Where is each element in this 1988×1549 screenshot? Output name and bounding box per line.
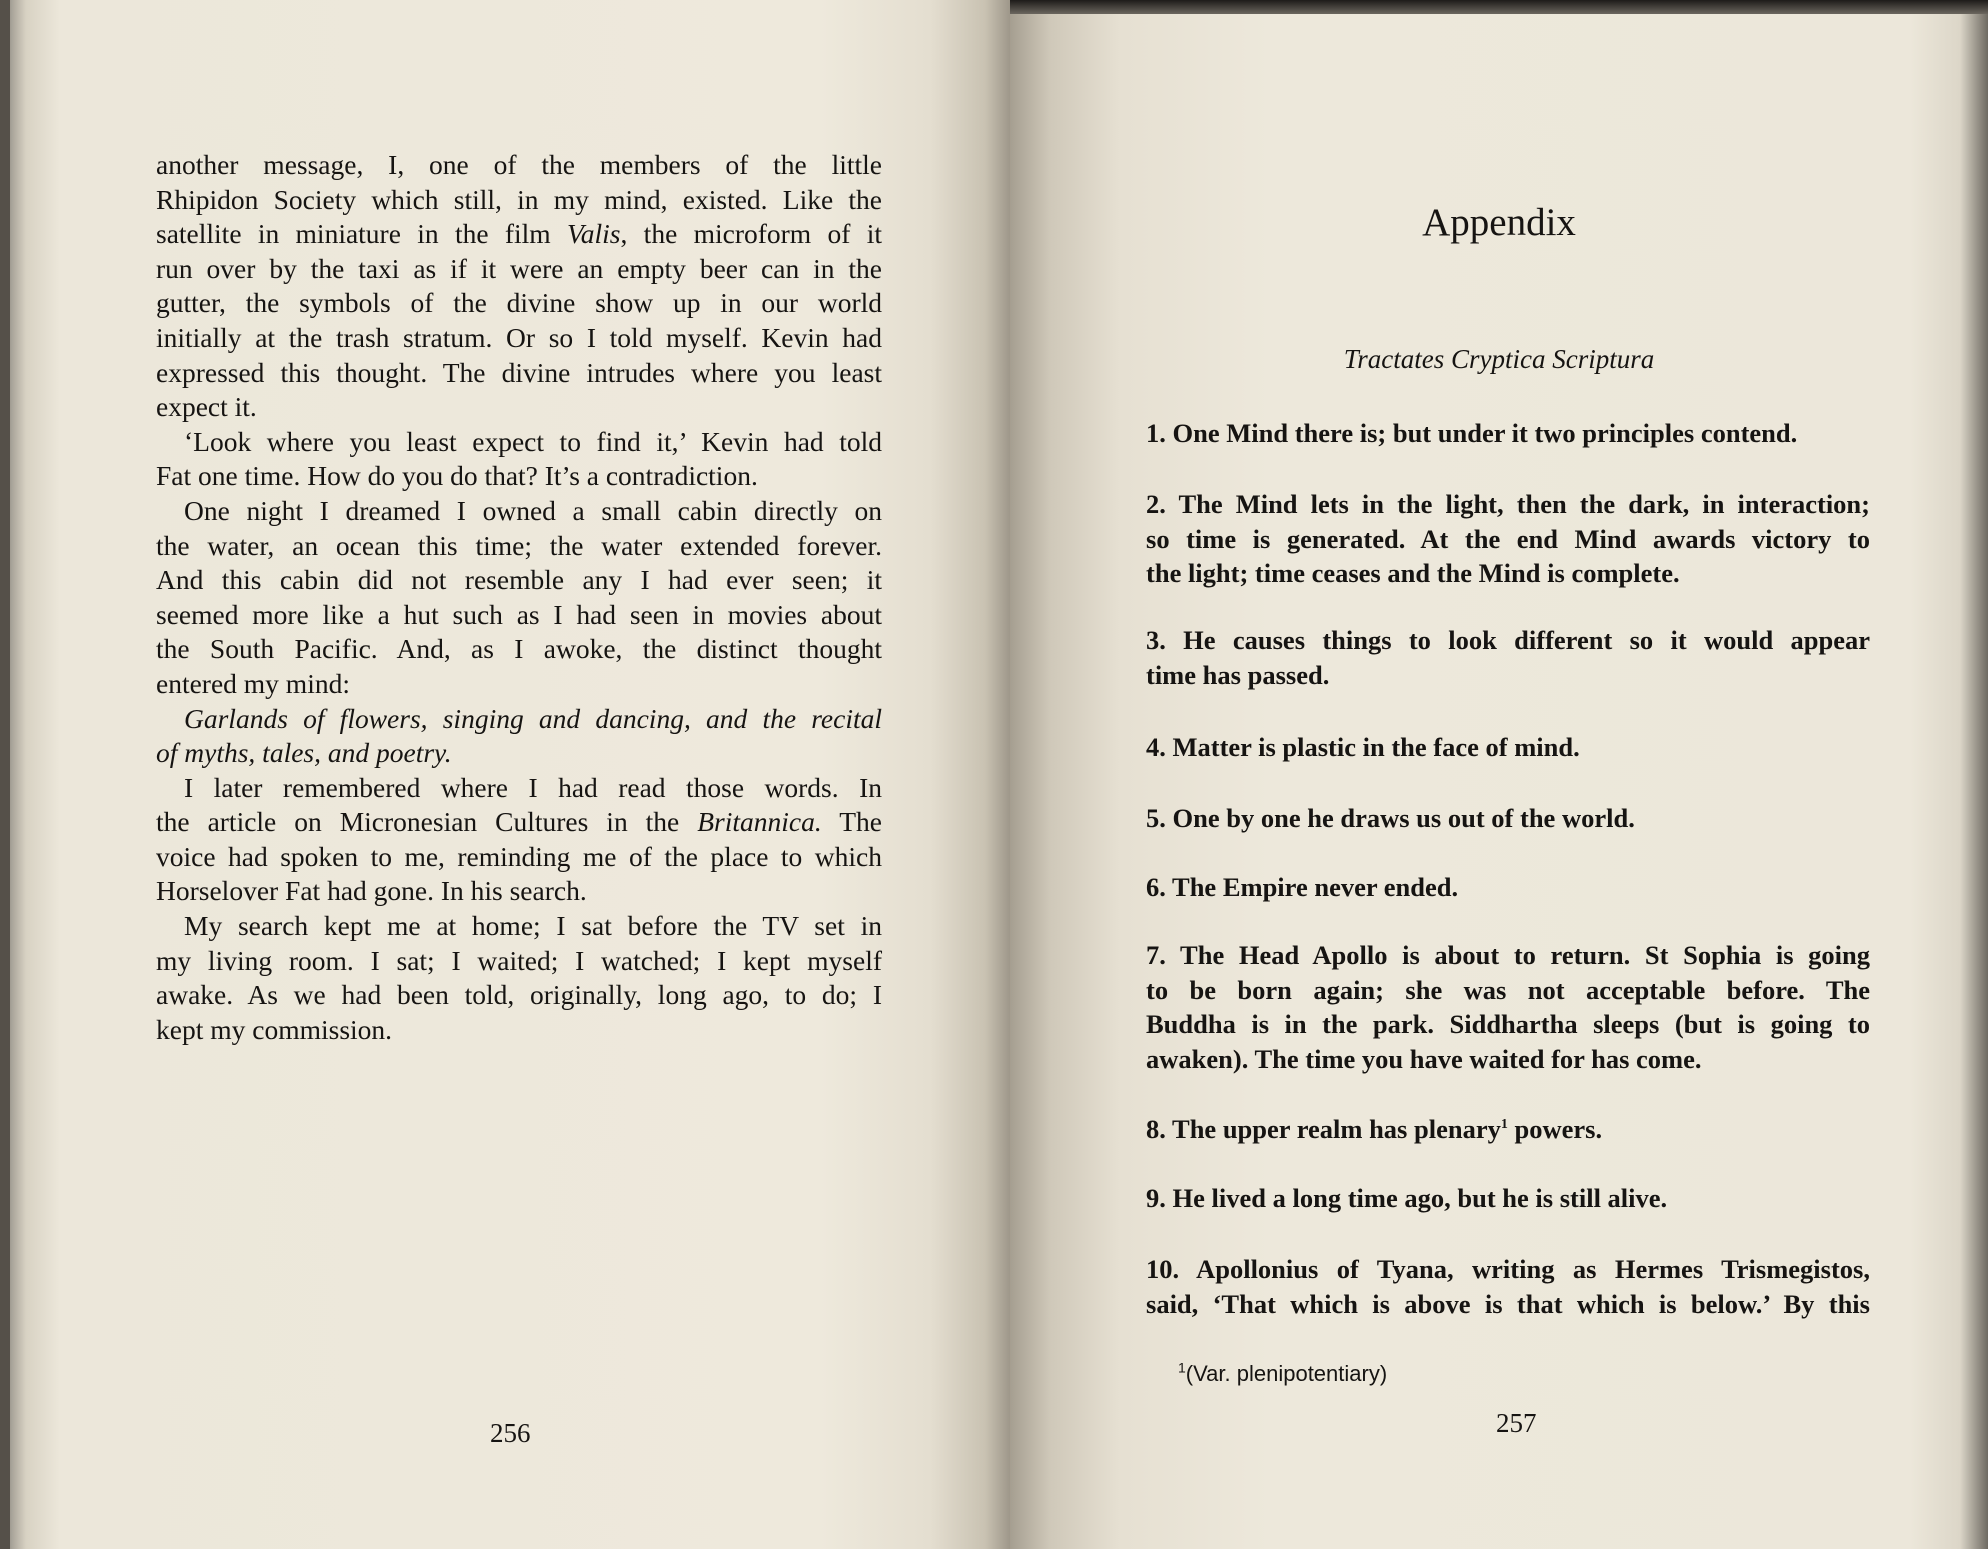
text-line: gutter, the symbols of the divine show up in our world bbox=[156, 287, 882, 319]
appendix-subtitle: Tractates Cryptica Scriptura bbox=[1343, 344, 1655, 374]
footnote: $^1$(Var. plenipotentiary) bbox=[1178, 1359, 1388, 1386]
text-line: I later remembered where I had read those words. In bbox=[184, 771, 882, 803]
footnote-mark: 1 bbox=[1178, 1359, 1186, 1376]
appendix-title: Appendix bbox=[1422, 201, 1576, 244]
text-line: the water, an ocean this time; the water extended forever. bbox=[156, 529, 882, 561]
book-cover-edge bbox=[0, 0, 10, 1549]
text-line: the South Pacific. And, as I awoke, the distinct thought bbox=[156, 633, 882, 665]
text-line: Garlands of flowers, singing and dancing, and the recital bbox=[184, 702, 882, 734]
text-line: another message, I, one of the members of the little bbox=[156, 149, 882, 180]
text-line: my living room. I sat; I waited; I watched; I kept myself bbox=[156, 944, 882, 976]
text-line: My search kept me at home; I sat before the TV set in bbox=[184, 910, 882, 942]
text-line: expect it. bbox=[156, 391, 257, 423]
tenet-4: 4. Matter is plastic in the face of mind. bbox=[1146, 732, 1580, 762]
tenet-1: 1. One Mind there is; but under it two principles contend. bbox=[1146, 418, 1798, 448]
text-line: initially at the trash stratum. Or so I told myself. Kevin had bbox=[156, 321, 882, 353]
text-line: run over by the taxi as if it were an empty beer can in the bbox=[156, 252, 882, 284]
right-page-number: 257 bbox=[1496, 1408, 1537, 1438]
text-line: satellite in miniature in the film Valis, the microform of it bbox=[156, 218, 883, 250]
tenet-6: 6. The Empire never ended. bbox=[1146, 872, 1459, 902]
text-line: Fat one time. How do you do that? It’s a contradiction. bbox=[156, 460, 758, 492]
text-line: of myths, tales, and poetry. bbox=[156, 737, 452, 769]
text-line: Rhipidon Society which still, in my mind, existed. Like the bbox=[156, 183, 882, 215]
text-line: kept my commission. bbox=[156, 1013, 393, 1045]
text-line: One night I dreamed I owned a small cabin directly on bbox=[184, 494, 882, 526]
text-line: the article on Micronesian Cultures in the Britannica. The bbox=[156, 806, 882, 838]
text-line: Horselover Fat had gone. In his search. bbox=[156, 875, 587, 907]
tenet-3: 3. He causes things to look different so it would appear time has passed. bbox=[1146, 625, 1870, 690]
text-line: voice had spoken to me, reminding me of the place to which bbox=[156, 840, 882, 872]
text-line: ‘Look where you least expect to find it,’ Kevin had told bbox=[184, 425, 882, 457]
footnote-reference: 1 bbox=[1500, 1117, 1508, 1133]
text-line: entered my mind: bbox=[156, 667, 350, 699]
tenet-5: 5. One by one he draws us out of the world. bbox=[1146, 803, 1635, 833]
tenet-7: 7. The Head Apollo is about to return. St Sophia is going to be born again; she was not acceptable before. The Buddha is in the park. Siddhartha sleeps (but is going to awaken). The time you have waited for has come. bbox=[1146, 940, 1870, 1074]
tenet-10: 10. Apollonius of Tyana, writing as Hermes Trismegistos, said, ‘That which is above is that which is below.’ By this bbox=[1146, 1254, 1870, 1319]
text-line: And this cabin did not resemble any I had ever seen; it bbox=[156, 564, 882, 596]
text-line: expressed this thought. The divine intrudes where you least bbox=[156, 356, 882, 388]
left-page-text bbox=[156, 148, 882, 1047]
tenet-8: 8. The upper realm has plenary$^1$ powers. bbox=[1146, 1114, 1603, 1144]
tenet-2: 2. The Mind lets in the light, then the dark, in interaction; so time is generated. At the end Mind awards victory to the light; time ceases and the Mind is complete. bbox=[1146, 489, 1870, 588]
text-line: seemed more like a hut such as I had seen in movies about bbox=[156, 598, 882, 630]
page-edge-shadow bbox=[1010, 0, 1988, 14]
left-page-number: 256 bbox=[490, 1418, 531, 1448]
tenet-9: 9. He lived a long time ago, but he is still alive. bbox=[1146, 1183, 1668, 1213]
text-line: awake. As we had been told, originally, long ago, to do; I bbox=[156, 979, 882, 1011]
